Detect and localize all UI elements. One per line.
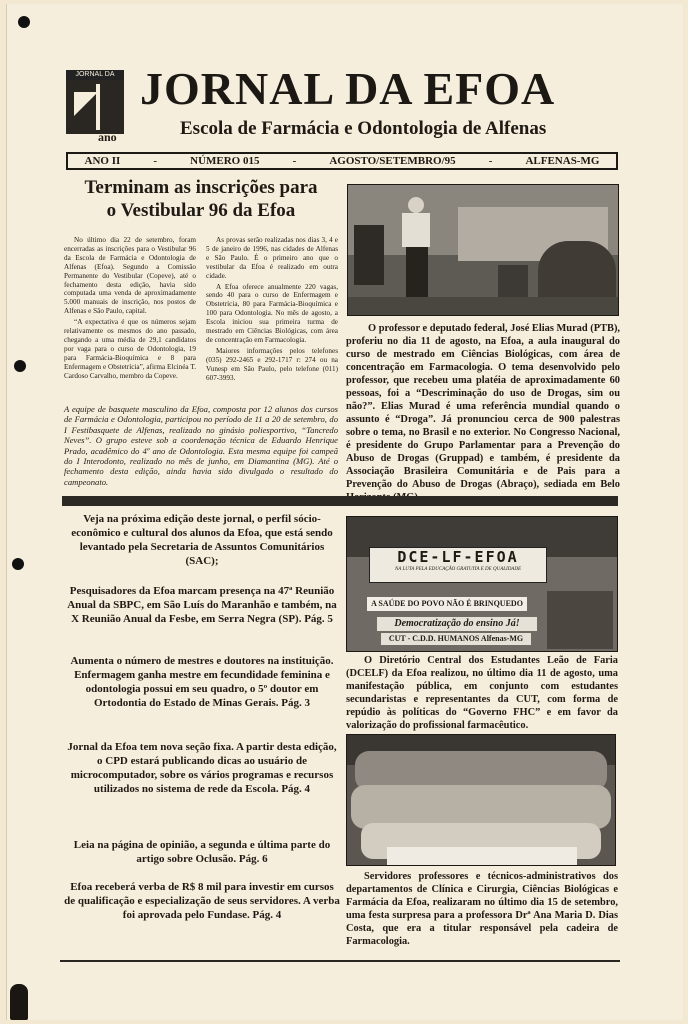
section-divider [62,496,618,506]
journal-logo [66,70,124,144]
logo-text: JORNAL DA [66,70,124,80]
brief-verba: Efoa receberá verba de R$ 8 mil para investir em cursos de qualificação e especialização de seus servidores. A verba foi aprovada pelo Fundase. Pág. 4 [64,881,340,921]
dcelf-caption: O Diretório Central dos Estudantes Leão de Faria (DCELF) da Efoa realizou, no último dia 11 de agosto, uma manifestação pública, em conjunto com estudantes secundaristas e representantes da CUT, com forma de repúdio às políticas do “Governo FHC” e em favor da valorização do profissional farmacêutico. [346,655,618,731]
issue-info-bar: ANO II - NÚMERO 015 - AGOSTO/SETEMBRO/95 - ALFENAS-MG [66,152,618,170]
brief-sbpc: Pesquisadores da Efoa marcam presença na 47ª Reunião Anual da SBPC, em São Luís do Maranhão e também, na X Reunião Anual da Fesbe, em Serra Negra (SP). Pág. 5 [67,585,337,625]
paper-burn-mark [10,984,28,1020]
protest-banner: DCE-LF-EFOA NA LUTA PELA EDUCAÇÃO GRATUITA E DE QUALIDADE [369,547,547,583]
lead-column-1: No último dia 22 de setembro, foram encerradas as inscrições para o Vestibular 96 da Escola de Farmácia e Odontologia de Alfenas (Efoa). Segundo a Comissão Permanente do Vestibular (Copeve), até o fechamento desta edição, havia sido computada uma venda de aproximadamente 5.000 manuais de inscrição, nos postos de Alfenas e São Paulo, capital. “A expectativa é que os números sejam relativamente os mesmos do ano passado, chegando a uma média de 29,1 candidatos por vaga para o curso de Odontologia, 19 para Farmácia-Bioquímica e 8 para Enfermagem e Obstetrícia”, afirma Elcinéa T. Cardoso Carvalho, membro da Copeve. [64,236,196,380]
lead-headline: Terminam as inscrições para o Vestibular 96 da Efoa [84,177,318,221]
protest-sign-saude: A SAÚDE DO POVO NÃO É BRINQUEDO [367,597,527,611]
issue-number: NÚMERO 015 [190,155,260,167]
lead-column-2: As provas serão realizadas nos dias 3, 4 e 5 de janeiro de 1996, nas cidades de Alfenas e São Paulo. É o primeiro ano que o vestibular da Efoa é realizado em outra cidade. A Efoa oferece anualmente 220 vagas, sendo 40 para o curso de Enfermagem e Obstetrícia, 80 para Farmácia-Bioquímica e 100 para Odontologia. No mês de agosto, a Escola iniciou sua primeira turma de mestrado em Ciências Biológicas, com área de concentração em Farmacologia. Maiores informações pelos telefones (035) 292-2465 e 292-1717 r: 274 ou na Vunesp em São Paulo, pelo telefone (011) 607-3993. [206,236,338,382]
bottom-rule [60,960,620,962]
brief-cpd: Jornal da Efoa tem nova seção fixa. A partir desta edição, o CPD estará publicando dicas ao usuário de microcomputador, sobre os vários programas e recursos utilizados no sistema de rede da Escola. Pág. 4 [67,741,337,795]
basquete-article: A equipe de basquete masculino da Efoa, composta por 12 alunos dos cursos de Farmácia e Odontologia, participou no período de 11 a 20 de setembro, do I Festibasquete de Alfenas, realizado no ginásio poliesportivo, “Tancredo Neves”. O grupo esteve sob a coordenação técnica de Eduardo Henrique Prado, acadêmico do 4º ano de Odontologia. Esta mesma equipe foi campeã do I Interodonto, realizado no mês de junho, em Diamantina (MG). Até o fechamento desta edição, ainda havia sido divulgado o resultado do campeonato. [64,404,338,487]
punch-hole-lower [12,558,24,570]
protest-crowd [547,591,613,649]
logo-year: ano [98,130,117,144]
issue-location: ALFENAS-MG [525,155,600,167]
punch-hole-middle [14,360,26,372]
issue-year: ANO II [84,155,121,167]
protest-sign-ensino: Democratização do ensino Já! [377,617,537,631]
speaker-shirt [402,213,430,247]
speaker-head [408,197,424,213]
issue-date: AGOSTO/SETEMBRO/95 [329,155,456,167]
murad-lecture-photo [347,184,619,316]
servidores-group-photo [346,734,616,866]
journal-title: JORNAL DA EFOA [140,63,556,114]
brief-perfil: Veja na próxima edição deste jornal, o perfil sócio-econômico e cultural dos alunos da Efoa, que está sendo levantado pela Secretaria de Assuntos Comunitários (SAC); [71,513,333,567]
punch-hole-top [18,16,30,28]
brief-oclusao: Leia na página de opinião, a segunda e última parte do artigo sobre Oclusão. Pág. 6 [73,839,331,865]
brief-mestres: Aumenta o número de mestres e doutores na instituição. Enfermagem ganha mestre em fecundidade feminina e odontologia possui em seu quadro, o 5º doutor em Ortodontia do Estado de Minas Gerais. Pág. 3 [70,655,334,709]
protest-sign-cut: CUT - C.D.D. HUMANOS Alfenas-MG [381,633,531,645]
protest-photo [346,516,618,652]
party-table [387,847,577,865]
journal-subtitle: Escola de Farmácia e Odontologia de Alfenas [180,118,547,139]
murad-caption: O professor e deputado federal, José Elias Murad (PTB), proferiu no dia 11 de agosto, na Efoa, a aula inaugural do curso de mestrado em Ciências Biológicas, com área de concentração em Farmacologia. O tema desenvolvido pelo professor, que recebeu uma platéia de aproximadamente 60 pessoas, foi a “Descriminação do uso de Drogas, sim ou não?”. Elias Murad é uma referência mundial quando o assunto é “Droga”. Já pronunciou cerca de 900 palestras sobre o tema, no Brasil e no exterior. No Congresso Nacional, é presidente do Grupo Parlamentar para a Prevenção do Abuso de Drogas (Gruppad) e também, é presidente da Associação Brasileira Comunitária e de Pais para a Prevenção do Abuso de Drogas (Abraço), sediada em Belo [346,323,620,490]
servidores-caption: Servidores professores e técnicos-administrativos dos departamentos de Clínica e Cirurgia, Ciências Biológicas e Farmácia da Efoa, realizaram no último dia 15 de setembro, uma festa surpresa para a professora Drª Ana Maria D. Dias Costa, que era a titular responsável pela cadeira de Farmacologia. [346,871,618,947]
